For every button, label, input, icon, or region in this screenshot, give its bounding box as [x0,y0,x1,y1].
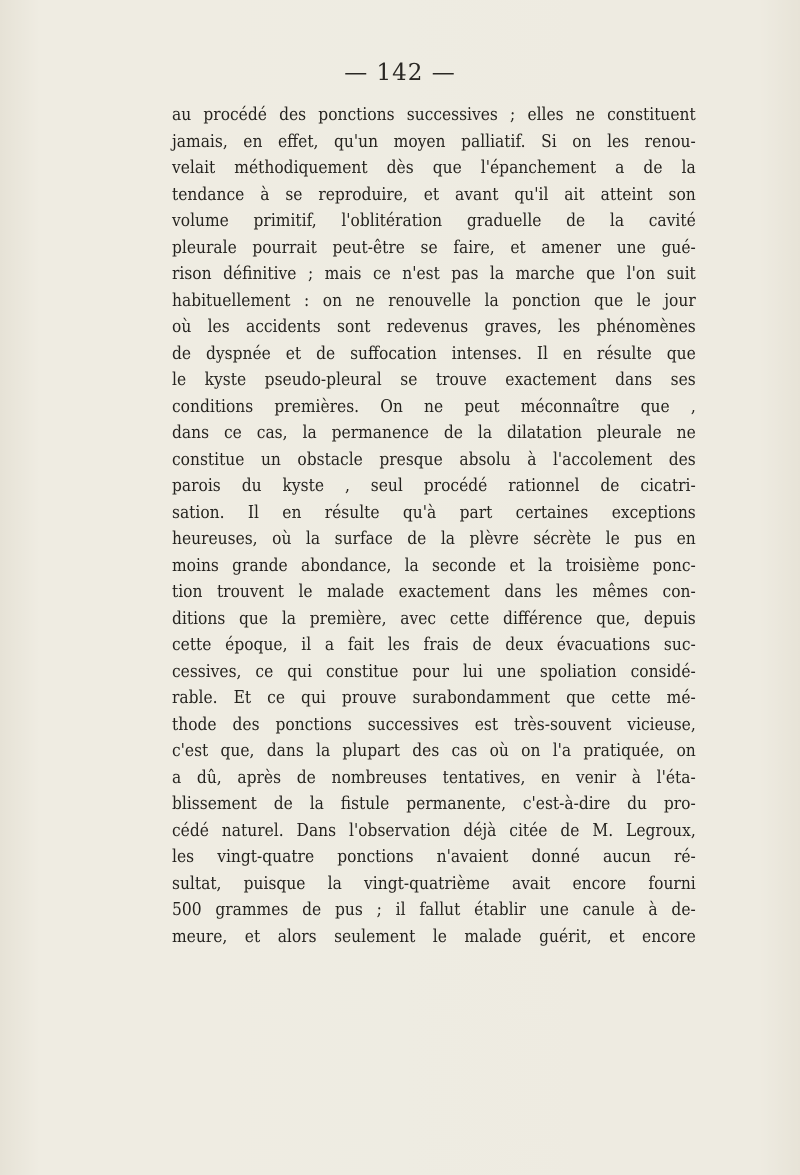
page-number: — 142 — [344,60,456,86]
text-line: a dû, après de nombreuses tentatives, en venir à l'éta- [172,766,696,788]
text-line: dans ce cas, la permanence de la dilatation pleurale ne [172,422,696,443]
text-line: heureuses, où la surface de la plèvre sécrète le pus en [172,528,696,549]
text-line: sultat, puisque la vingt-quatrième avait encore fourni [172,872,696,894]
text-line: thode des ponctions successives est très-souvent vicieuse, [172,713,696,735]
text-line: conditions premières. On ne peut méconnaître que , [172,395,696,417]
text-line: de dyspnée et de suffocation intenses. Il en résulte que [172,342,696,364]
text-line: tion trouvent le malade exactement dans les mêmes con- [172,581,696,602]
text-line: c'est que, dans la plupart des cas où on l'a pratiquée, on [172,740,696,761]
text-line: au procédé des ponctions successives ; elles ne constituent [172,104,696,125]
text-line: habituellement : on ne renouvelle la ponction que le jour [172,289,696,311]
text-line: cette époque, il a fait les frais de deux évacuations suc- [172,634,696,655]
text-line: velait méthodiquement dès que l'épanchement a de la [172,157,696,178]
text-line: constitue un obstacle presque absolu à l'accolement des [172,448,696,470]
text-line: cédé naturel. Dans l'observation déjà citée de M. Legroux, [172,819,696,841]
text-line: moins grande abondance, la seconde et la troisième ponc- [172,554,696,576]
text-line: volume primitif, l'oblitération graduelle de la cavité [172,210,696,231]
text-line: ditions que la première, avec cette différence que, depuis [172,607,696,629]
text-line: blissement de la fistule permanente, c'est-à-dire du pro- [172,793,696,814]
text-line: cessives, ce qui constitue pour lui une spoliation considé- [172,660,696,682]
text-line: sation. Il en résulte qu'à part certaines exceptions [172,501,696,523]
text-line: parois du kyste , seul procédé rationnel de cicatri- [172,475,696,496]
text-line: le kyste pseudo-pleural se trouve exactement dans ses [172,369,696,390]
text-line: où les accidents sont redevenus graves, les phénomènes [172,316,696,337]
text-line: les vingt-quatre ponctions n'avaient donné aucun ré- [172,846,696,867]
text-line: meure, et alors seulement le malade guérit, et encore [172,925,696,947]
text-line: tendance à se reproduire, et avant qu'il ait atteint son [172,183,696,205]
body-text [172,102,696,950]
text-line: rison définitive ; mais ce n'est pas la marche que l'on suit [172,263,696,284]
text-line: 500 grammes de pus ; il fallut établir une canule à de- [172,899,696,920]
text-line: jamais, en effet, qu'un moyen palliatif. Si on les renou- [172,130,696,152]
text-line: pleurale pourrait peut-être se faire, et amener une gué- [172,236,696,258]
text-line: rable. Et ce qui prouve surabondamment que cette mé- [172,687,696,708]
